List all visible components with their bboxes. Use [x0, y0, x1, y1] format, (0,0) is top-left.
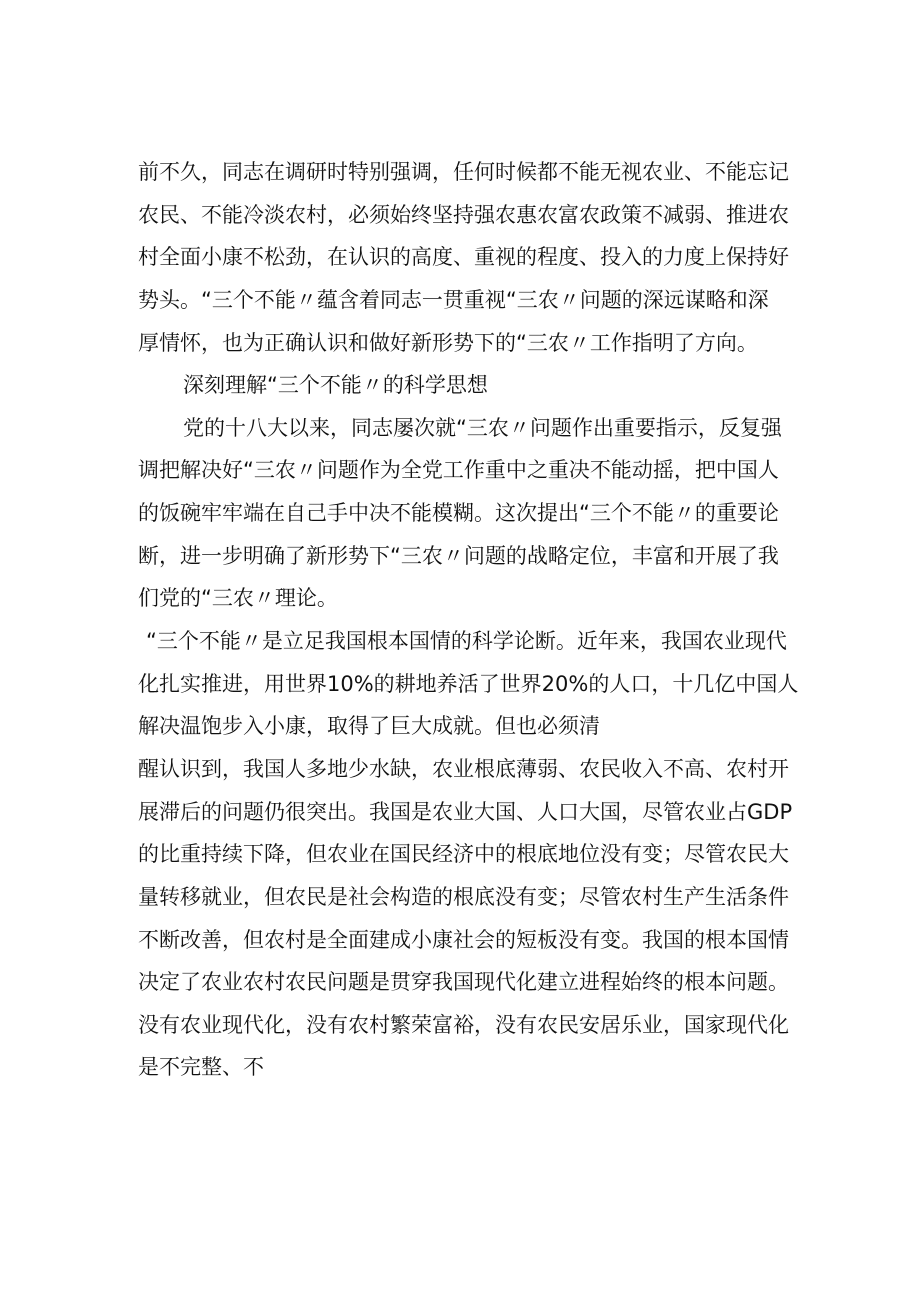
text-line: “三个不能〃是立足我国根本国情的科学论断。近年来，我国农业现代 — [146, 629, 787, 654]
section-heading: 深刻理解“三个不能〃的科学思想 — [183, 373, 488, 398]
paragraph-since-18th-congress — [138, 407, 788, 620]
text-line: 是不完整、不 — [138, 1055, 264, 1080]
text-line: 农民、不能冷淡农村，必须始终坚持强农惠农富农政策不减弱、推进农 — [138, 202, 789, 227]
text-line: 化扎实推进，用世界10%的耕地养活了世界20%的人口，十几亿中国人 — [138, 671, 799, 696]
text-line: 调把解决好“三农〃问题作为全党工作重中之重决不能动摇，把中国人 — [138, 458, 779, 483]
text-line: 的比重持续下降，但农业在国民经济中的根底地位没有变；尽管农民大 — [138, 842, 789, 867]
text-line: 展滞后的问题仍很突出。我国是农业大国、人口大国，尽管农业占GDP — [138, 799, 793, 824]
text-line: 醒认识到，我国人多地少水缺，农业根底薄弱、农民收入不高、农村开 — [138, 756, 789, 781]
paragraph-national-conditions — [138, 620, 799, 748]
text-line: 们党的“三农〃理论。 — [138, 586, 338, 611]
text-line: 量转移就业，但农民是社会构造的根底没有变；尽管农村生产生活条件 — [138, 884, 789, 909]
text-line: 党的十八大以来，同志屡次就“三农〃问题作出重要指示，反复强 — [183, 415, 782, 440]
text-line: 决定了农业农村农民问题是贯穿我国现代化建立进程始终的根本问题。 — [138, 970, 789, 995]
text-line: 解决温饱步入小康，取得了巨大成就。但也必须清 — [138, 714, 600, 739]
paragraph-awareness — [138, 748, 793, 1089]
text-line: 不断改善，但农村是全面建成小康社会的短板没有变。我国的根本国情 — [138, 927, 789, 952]
text-line: 厚情怀，也为正确认识和做好新形势下的“三农〃工作指明了方向。 — [138, 330, 758, 355]
text-line: 没有农业现代化，没有农村繁荣富裕，没有农民安居乐业，国家现代化 — [138, 1012, 789, 1037]
document-body — [138, 151, 799, 1089]
text-line: 势头。“三个不能〃蕴含着同志一贯重视“三农〃问题的深远谋略和深 — [138, 287, 769, 312]
paragraph-intro — [138, 151, 788, 364]
text-line: 村全面小康不松劲，在认识的高度、重视的程度、投入的力度上保持好 — [138, 245, 789, 270]
text-line: 的饭碗牢牢端在自己手中决不能模糊。这次提出“三个不能〃的重要论 — [138, 501, 779, 526]
text-line: 前不久，同志在调研时特别强调，任何时候都不能无视农业、不能忘记 — [138, 160, 789, 184]
text-line: 断，进一步明确了新形势下“三农〃问题的战略定位，丰富和开展了我 — [138, 543, 779, 568]
